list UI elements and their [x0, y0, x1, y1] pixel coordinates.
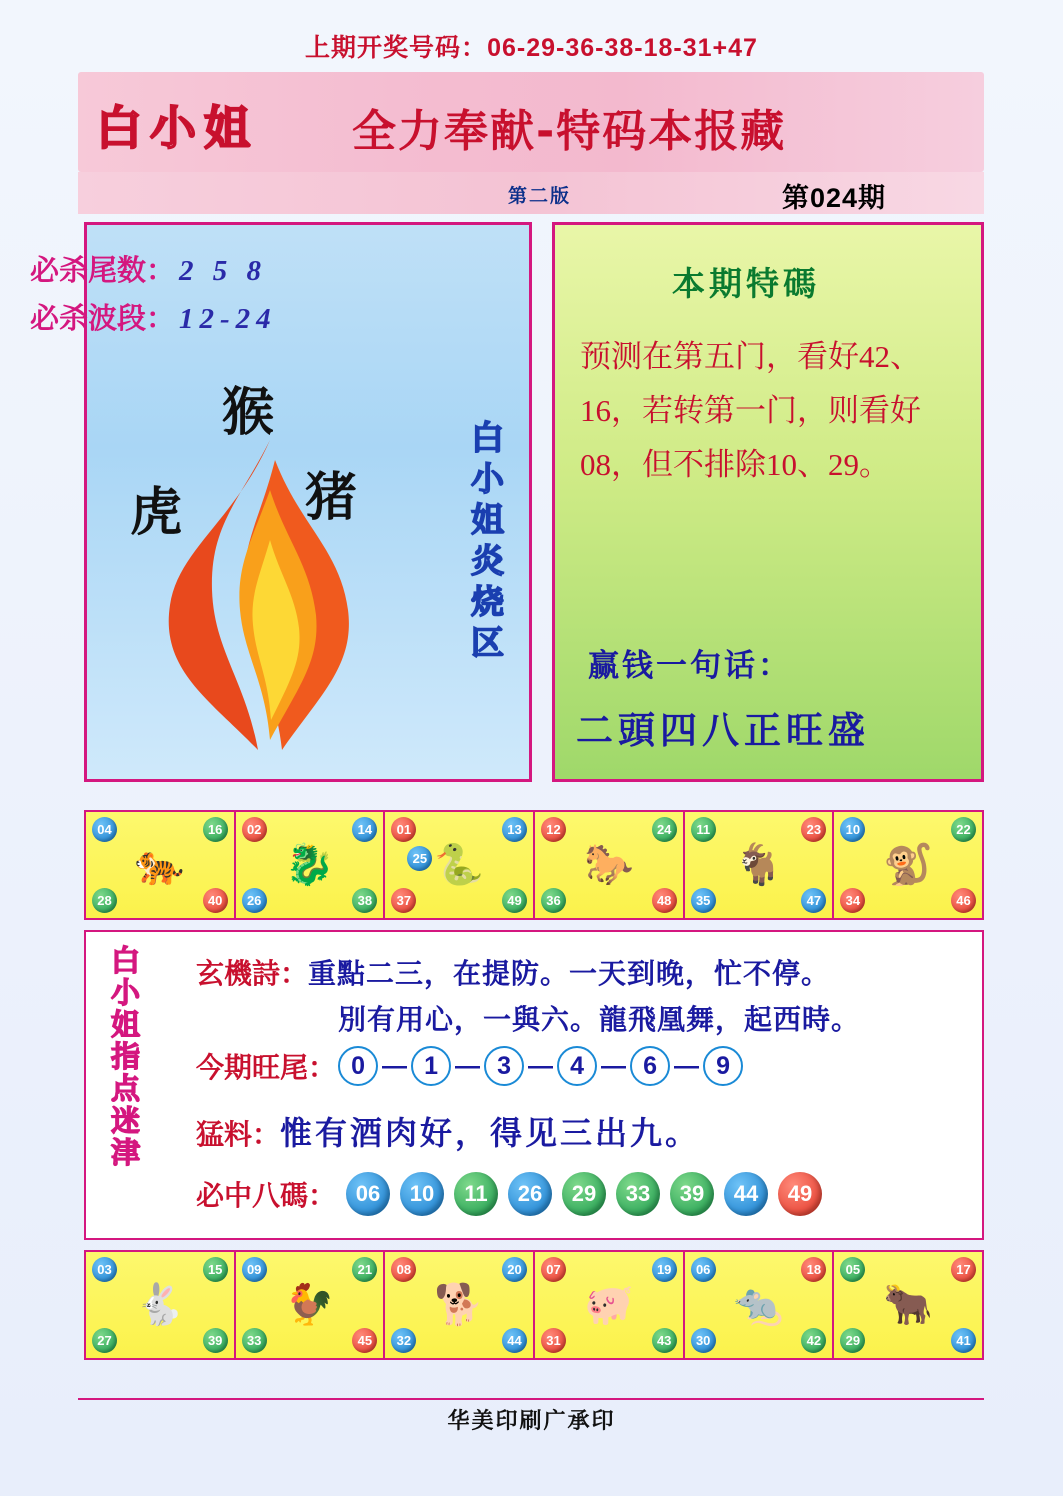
animal-glyph: 🐕: [434, 1283, 485, 1327]
eight-code-ball: 49: [778, 1172, 822, 1216]
ball-number: 22: [951, 817, 976, 842]
ball-number: 38: [352, 888, 377, 913]
eight-code-ball: 44: [724, 1172, 768, 1216]
ball-number: 15: [203, 1257, 228, 1282]
animal-glyph: 🐍: [434, 843, 485, 887]
hot-tail-value: 1: [411, 1046, 451, 1086]
animal-cell[interactable]: [685, 1252, 835, 1358]
animal-cell[interactable]: [535, 1252, 685, 1358]
animal-glyph: 🐓: [284, 1283, 335, 1327]
eight-code-ball: 29: [562, 1172, 606, 1216]
eight-code-ball: 11: [454, 1172, 498, 1216]
animal-cell[interactable]: [236, 812, 386, 918]
kill-tail-value: 2 5 8: [179, 255, 268, 287]
hot-tail-value: 6: [630, 1046, 670, 1086]
animal-glyph: 🐐: [733, 843, 784, 887]
ball-number: 04: [92, 817, 117, 842]
ball-number: 27: [92, 1328, 117, 1353]
eight-code-ball: 33: [616, 1172, 660, 1216]
ball-number: 36: [541, 888, 566, 913]
ball-number: 35: [691, 888, 716, 913]
ball-number: 37: [391, 888, 416, 913]
hot-tail-value: 0: [338, 1046, 378, 1086]
last-draw-label: 上期开奖号码：: [305, 34, 488, 62]
ball-number: 45: [352, 1328, 377, 1353]
ball-number: 17: [951, 1257, 976, 1282]
win-phrase-text: 二頭四八正旺盛: [576, 709, 870, 752]
last-draw-line: [0, 28, 1063, 64]
kill-band-value: 12-24: [179, 303, 277, 335]
dash-separator: —: [674, 1051, 700, 1080]
zodiac-monkey: 猴: [222, 383, 275, 443]
hot-tails-row: [196, 1046, 745, 1086]
ball-number: 30: [691, 1328, 716, 1353]
animal-glyph: 🐎: [583, 843, 634, 887]
animal-glyph: 🐀: [733, 1283, 784, 1327]
animal-cell[interactable]: [385, 1252, 535, 1358]
tip-text: 惟有酒肉好，得见三出九。: [280, 1114, 701, 1152]
animal-cell[interactable]: [685, 812, 835, 918]
win-phrase-label: 赢钱一句话：: [588, 648, 792, 684]
ball-number: 25: [407, 846, 432, 871]
eight-codes-row: [196, 1172, 832, 1216]
animal-strip-bottom: [84, 1250, 984, 1360]
dash-separator: —: [455, 1051, 481, 1080]
tip-row: [196, 1108, 700, 1154]
ball-number: 29: [840, 1328, 865, 1353]
ball-number: 41: [951, 1328, 976, 1353]
ball-number: 28: [92, 888, 117, 913]
brand-title: 白小姐: [96, 101, 258, 155]
ball-number: 44: [502, 1328, 527, 1353]
dash-separator: —: [601, 1051, 627, 1080]
dash-separator: —: [528, 1051, 554, 1080]
ball-number: 39: [203, 1328, 228, 1353]
ball-number: 01: [391, 817, 416, 842]
ball-number: 42: [801, 1328, 826, 1353]
special-code-title: 本期特碼: [672, 264, 820, 303]
animal-glyph: 🐇: [134, 1283, 185, 1327]
tip-label: 猛料：: [196, 1118, 281, 1151]
ball-number: 07: [541, 1257, 566, 1282]
ball-number: 11: [691, 817, 716, 842]
ball-number: 33: [242, 1328, 267, 1353]
ball-number: 34: [840, 888, 865, 913]
special-code-body: 预测在第五门，看好42、16，若转第一门，则看好08，但不排除10、29。: [580, 339, 921, 482]
eight-code-ball: 06: [346, 1172, 390, 1216]
kill-band-label: 必杀波段：: [30, 303, 176, 335]
zodiac-tiger: 虎: [130, 483, 183, 543]
eight-code-ball: 10: [400, 1172, 444, 1216]
hot-tails-label: 今期旺尾：: [196, 1051, 337, 1084]
ball-number: 23: [801, 817, 826, 842]
ball-number: 08: [391, 1257, 416, 1282]
animal-cell[interactable]: [86, 1252, 236, 1358]
animal-cell[interactable]: [834, 812, 982, 918]
hot-tail-value: 3: [484, 1046, 524, 1086]
ball-number: 24: [652, 817, 677, 842]
poem-text-1: 重點二三，在提防。一天到晚，忙不停。: [308, 957, 831, 990]
eight-code-ball: 26: [508, 1172, 552, 1216]
animal-cell[interactable]: [834, 1252, 982, 1358]
poem-line-1: [196, 952, 830, 992]
ball-number: 40: [203, 888, 228, 913]
animal-cell[interactable]: [236, 1252, 386, 1358]
animal-cell[interactable]: [535, 812, 685, 918]
ball-number: 02: [242, 817, 267, 842]
eight-code-ball: 39: [670, 1172, 714, 1216]
kill-tail-label: 必杀尾数：: [30, 255, 176, 287]
ball-number: 16: [203, 817, 228, 842]
ball-number: 48: [652, 888, 677, 913]
zodiac-pig: 猪: [305, 468, 358, 528]
ball-number: 21: [352, 1257, 377, 1282]
animal-cell[interactable]: [385, 812, 535, 918]
edition-label: 第二版: [508, 186, 572, 207]
eight-codes-label: 必中八碼：: [196, 1179, 337, 1212]
hot-tail-value: 4: [557, 1046, 597, 1086]
ball-number: 13: [502, 817, 527, 842]
animal-glyph: 🐖: [583, 1283, 634, 1327]
animal-glyph: 🐉: [284, 843, 335, 887]
dash-separator: —: [382, 1051, 408, 1080]
footer-divider: [78, 1398, 984, 1400]
right-panel: [552, 222, 984, 782]
ball-number: 49: [502, 888, 527, 913]
ball-number: 26: [242, 888, 267, 913]
issue-label: 第024期: [782, 183, 887, 213]
middle-side-text: 白小姐指点迷津: [107, 945, 141, 1169]
ball-number: 12: [541, 817, 566, 842]
ball-number: 19: [652, 1257, 677, 1282]
kill-tail-row: [30, 248, 267, 289]
ball-number: 47: [801, 888, 826, 913]
poem-label: 玄機詩：: [196, 957, 309, 990]
ball-number: 31: [541, 1328, 566, 1353]
ball-number: 09: [242, 1257, 267, 1282]
poem-line-2: [338, 998, 860, 1038]
ball-number: 18: [801, 1257, 826, 1282]
printer-credit: 华美印刷广承印: [447, 1408, 616, 1433]
ball-number: 05: [840, 1257, 865, 1282]
left-side-text: 白小姐炎烧区: [466, 420, 505, 666]
kill-band-row: [30, 296, 277, 337]
ball-number: 06: [691, 1257, 716, 1282]
hot-tail-value: 9: [703, 1046, 743, 1086]
ball-number: 43: [652, 1328, 677, 1353]
animal-glyph: 🐒: [883, 843, 934, 887]
ball-number: 14: [352, 817, 377, 842]
ball-number: 10: [840, 817, 865, 842]
animal-cell[interactable]: [86, 812, 236, 918]
animal-strip-top: [84, 810, 984, 920]
last-draw-numbers: 06-29-36-38-18-31+47: [487, 34, 758, 62]
ball-number: 46: [951, 888, 976, 913]
headline-title: 全力奉献-特码本报藏: [352, 106, 787, 157]
ball-number: 03: [92, 1257, 117, 1282]
ball-number: 20: [502, 1257, 527, 1282]
animal-glyph: 🐂: [883, 1283, 934, 1327]
animal-glyph: 🐅: [134, 843, 185, 887]
poem-text-2: 別有用心，一與六。龍飛凰舞，起西時。: [338, 1003, 861, 1036]
ball-number: 32: [391, 1328, 416, 1353]
